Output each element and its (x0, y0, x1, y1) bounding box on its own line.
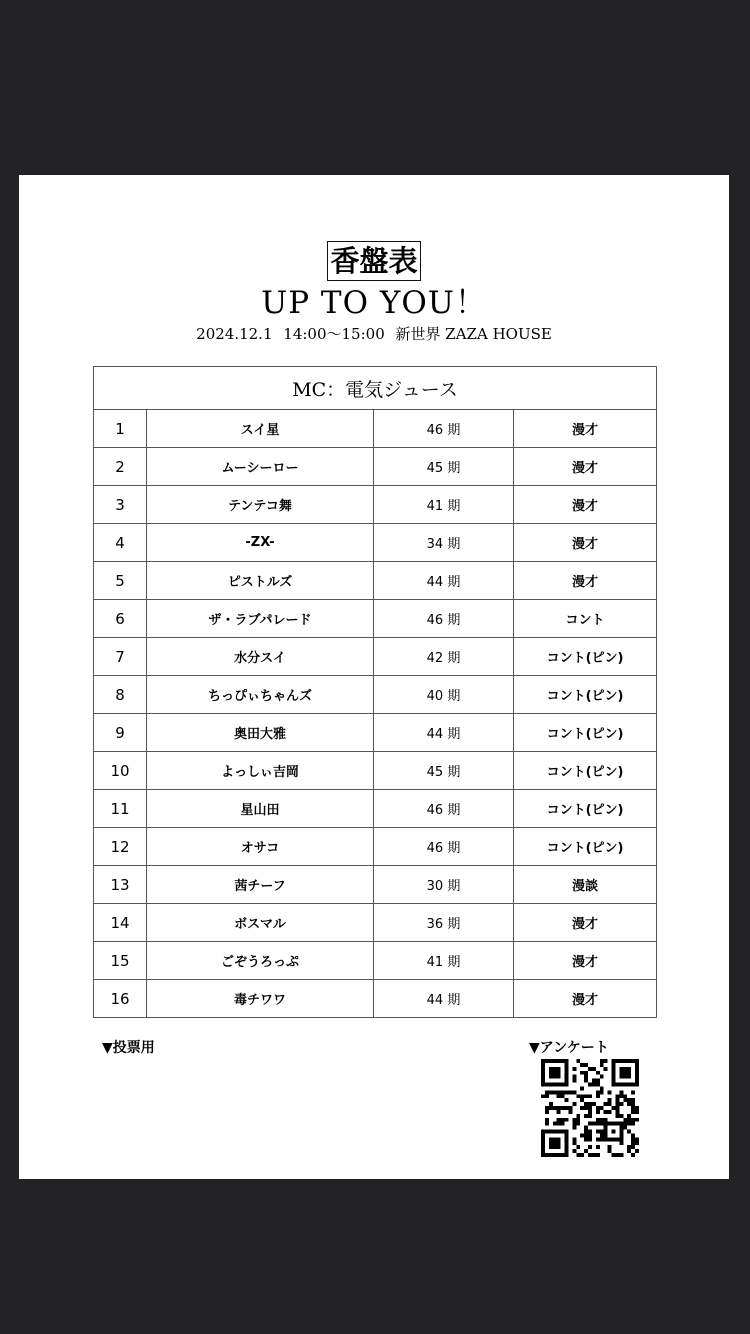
vote-label: ▼投票用 (102, 1040, 155, 1056)
performance-style: 漫才 (514, 410, 657, 448)
performer-name: -ZX- (147, 524, 374, 562)
performer-term: 42 期 (374, 638, 514, 676)
performer-name: ピストルズ (147, 562, 374, 600)
table-row (94, 562, 657, 600)
performer-name: ちっぴぃちゃんズ (147, 676, 374, 714)
performance-style: 漫才 (514, 980, 657, 1018)
table-row (94, 980, 657, 1018)
event-date: 2024.12.1 (196, 325, 273, 343)
performance-style: 漫才 (514, 562, 657, 600)
document-title: 香盤表 (327, 241, 420, 281)
performance-style: 漫才 (514, 448, 657, 486)
row-number: 13 (94, 866, 147, 904)
row-number: 4 (94, 524, 147, 562)
performer-name: 水分スイ (147, 638, 374, 676)
document-page (19, 175, 729, 1179)
row-number: 9 (94, 714, 147, 752)
event-title: UP TO YOU！ (261, 285, 487, 321)
mc-cell: MC：電気ジュース (94, 367, 657, 410)
event-info (19, 323, 729, 345)
performance-style: コント(ピン) (514, 714, 657, 752)
performer-name: スイ星 (147, 410, 374, 448)
row-number: 1 (94, 410, 147, 448)
row-number: 3 (94, 486, 147, 524)
performer-name: 奥田大雅 (147, 714, 374, 752)
performance-style: コント(ピン) (514, 638, 657, 676)
performer-term: 34 期 (374, 524, 514, 562)
performer-term: 44 期 (374, 980, 514, 1018)
performance-style: コント(ピン) (514, 828, 657, 866)
performer-term: 44 期 (374, 562, 514, 600)
performance-style: 漫才 (514, 942, 657, 980)
row-number: 5 (94, 562, 147, 600)
performer-term: 44 期 (374, 714, 514, 752)
table-row (94, 486, 657, 524)
table-row (94, 866, 657, 904)
table-row (94, 828, 657, 866)
performer-term: 30 期 (374, 866, 514, 904)
table-row (94, 714, 657, 752)
performer-name: ボスマル (147, 904, 374, 942)
table-row (94, 448, 657, 486)
lineup-body (94, 410, 657, 1018)
row-number: 6 (94, 600, 147, 638)
table-row (94, 600, 657, 638)
table-row (94, 904, 657, 942)
table-row (94, 790, 657, 828)
performer-name: テンテコ舞 (147, 486, 374, 524)
row-number: 14 (94, 904, 147, 942)
performer-name: ムーシーロー (147, 448, 374, 486)
survey-qr-code[interactable] (541, 1059, 639, 1157)
event-venue: 新世界 ZAZA HOUSE (395, 325, 552, 343)
performance-style: コント (514, 600, 657, 638)
performer-name: ごぞうろっぷ (147, 942, 374, 980)
performer-term: 41 期 (374, 942, 514, 980)
performance-style: 漫才 (514, 486, 657, 524)
performer-term: 46 期 (374, 828, 514, 866)
performer-name: よっしぃ吉岡 (147, 752, 374, 790)
table-row (94, 410, 657, 448)
performer-name: 星山田 (147, 790, 374, 828)
performer-term: 46 期 (374, 410, 514, 448)
performer-term: 45 期 (374, 752, 514, 790)
row-number: 16 (94, 980, 147, 1018)
performance-style: コント(ピン) (514, 752, 657, 790)
table-row (94, 942, 657, 980)
performer-term: 41 期 (374, 486, 514, 524)
row-number: 8 (94, 676, 147, 714)
table-row (94, 752, 657, 790)
performance-style: コント(ピン) (514, 676, 657, 714)
performance-style: 漫談 (514, 866, 657, 904)
performance-style: 漫才 (514, 904, 657, 942)
event-time: 14:00～15:00 (283, 325, 385, 343)
performer-name: オサコ (147, 828, 374, 866)
table-row (94, 524, 657, 562)
performer-term: 45 期 (374, 448, 514, 486)
performer-name: 茜チーフ (147, 866, 374, 904)
performance-style: コント(ピン) (514, 790, 657, 828)
row-number: 15 (94, 942, 147, 980)
lineup-table (93, 366, 657, 1018)
row-number: 7 (94, 638, 147, 676)
row-number: 12 (94, 828, 147, 866)
performer-term: 36 期 (374, 904, 514, 942)
survey-label: ▼アンケート (529, 1040, 609, 1056)
performer-term: 40 期 (374, 676, 514, 714)
row-number: 11 (94, 790, 147, 828)
mc-row (94, 367, 657, 410)
performer-name: ザ・ラブパレード (147, 600, 374, 638)
title-wrap (19, 241, 729, 281)
row-number: 2 (94, 448, 147, 486)
row-number: 10 (94, 752, 147, 790)
performance-style: 漫才 (514, 524, 657, 562)
table-row (94, 638, 657, 676)
performer-term: 46 期 (374, 600, 514, 638)
table-row (94, 676, 657, 714)
performer-term: 46 期 (374, 790, 514, 828)
performer-name: 毒チワワ (147, 980, 374, 1018)
